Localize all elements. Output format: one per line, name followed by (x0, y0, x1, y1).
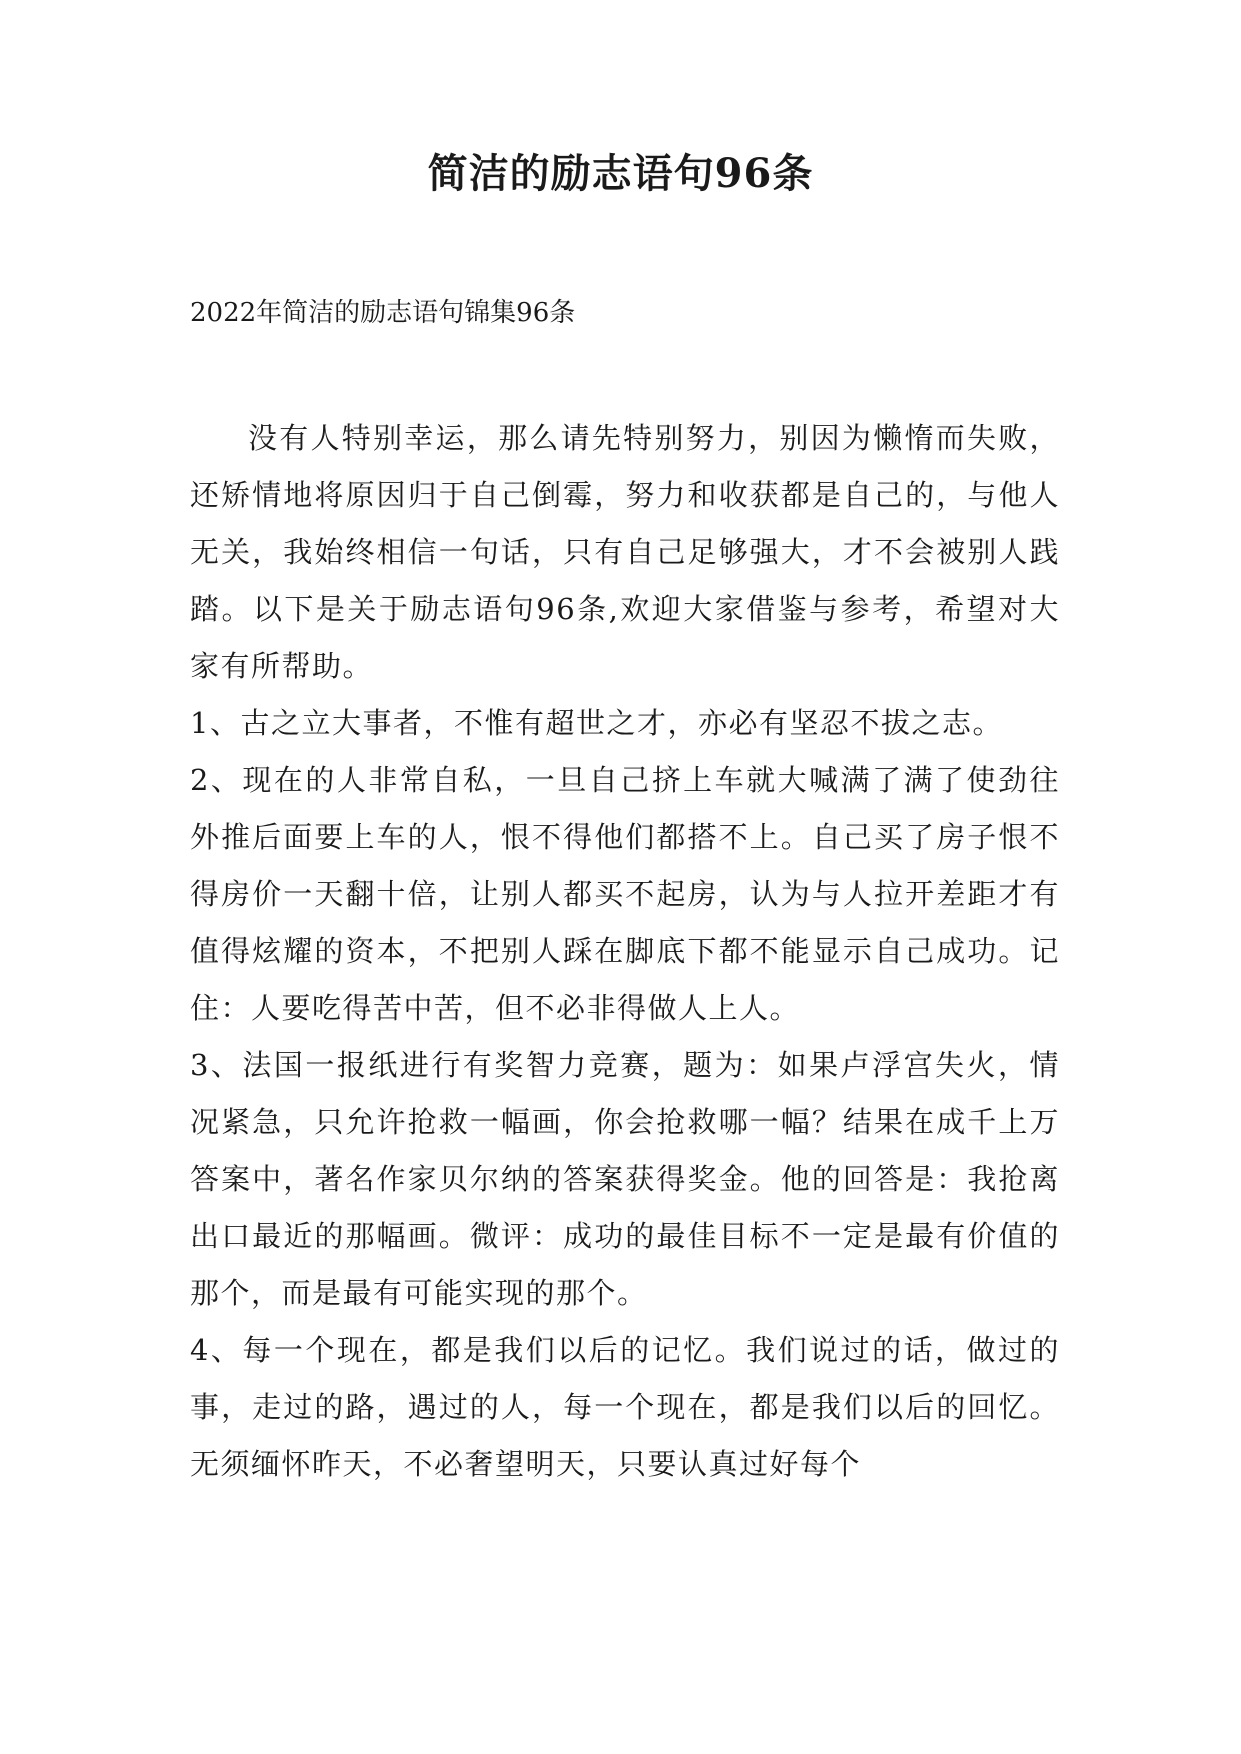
list-item: 1、古之立大事者，不惟有超世之才，亦必有坚忍不拔之志。 (190, 706, 1003, 740)
document-subtitle: 2022年简洁的励志语句锦集96条 (190, 298, 576, 328)
document-body (190, 410, 1060, 1493)
intro-paragraph: 没有人特别幸运，那么请先特别努力，别因为懒惰而失败，还矫情地将原因归于自己倒霉，努力和收获都是自己的，与他人无关，我始终相信一句话，只有自己足够强大，才不会被别人践踏。以下是关于励志语句96条,欢迎大家借鉴与参考，希望对大家有所帮助。 (190, 421, 1060, 683)
list-item: 3、法国一报纸进行有奖智力竞赛，题为：如果卢浮宫失火，情况紧急，只允许抢救一幅画，你会抢救哪一幅？结果在成千上万答案中，著名作家贝尔纳的答案获得奖金。他的回答是：我抢离出口最近的那幅画。微评：成功的最佳目标不一定是最有价值的那个，而是最有可能实现的那个。 (190, 1048, 1060, 1310)
list-item: 4、每一个现在，都是我们以后的记忆。我们说过的话，做过的事，走过的路，遇过的人，每一个现在，都是我们以后的回忆。无须缅怀昨天，不必奢望明天，只要认真过好每个 (190, 1333, 1060, 1481)
list-item: 2、现在的人非常自私，一旦自己挤上车就大喊满了满了使劲往外推后面要上车的人，恨不得他们都搭不上。自己买了房子恨不得房价一天翻十倍，让别人都买不起房，认为与人拉开差距才有值得炫耀的资本，不把别人踩在脚底下都不能显示自己成功。记住：人要吃得苦中苦，但不必非得做人上人。 (190, 763, 1060, 1025)
document-title: 简洁的励志语句96条 (427, 150, 814, 197)
